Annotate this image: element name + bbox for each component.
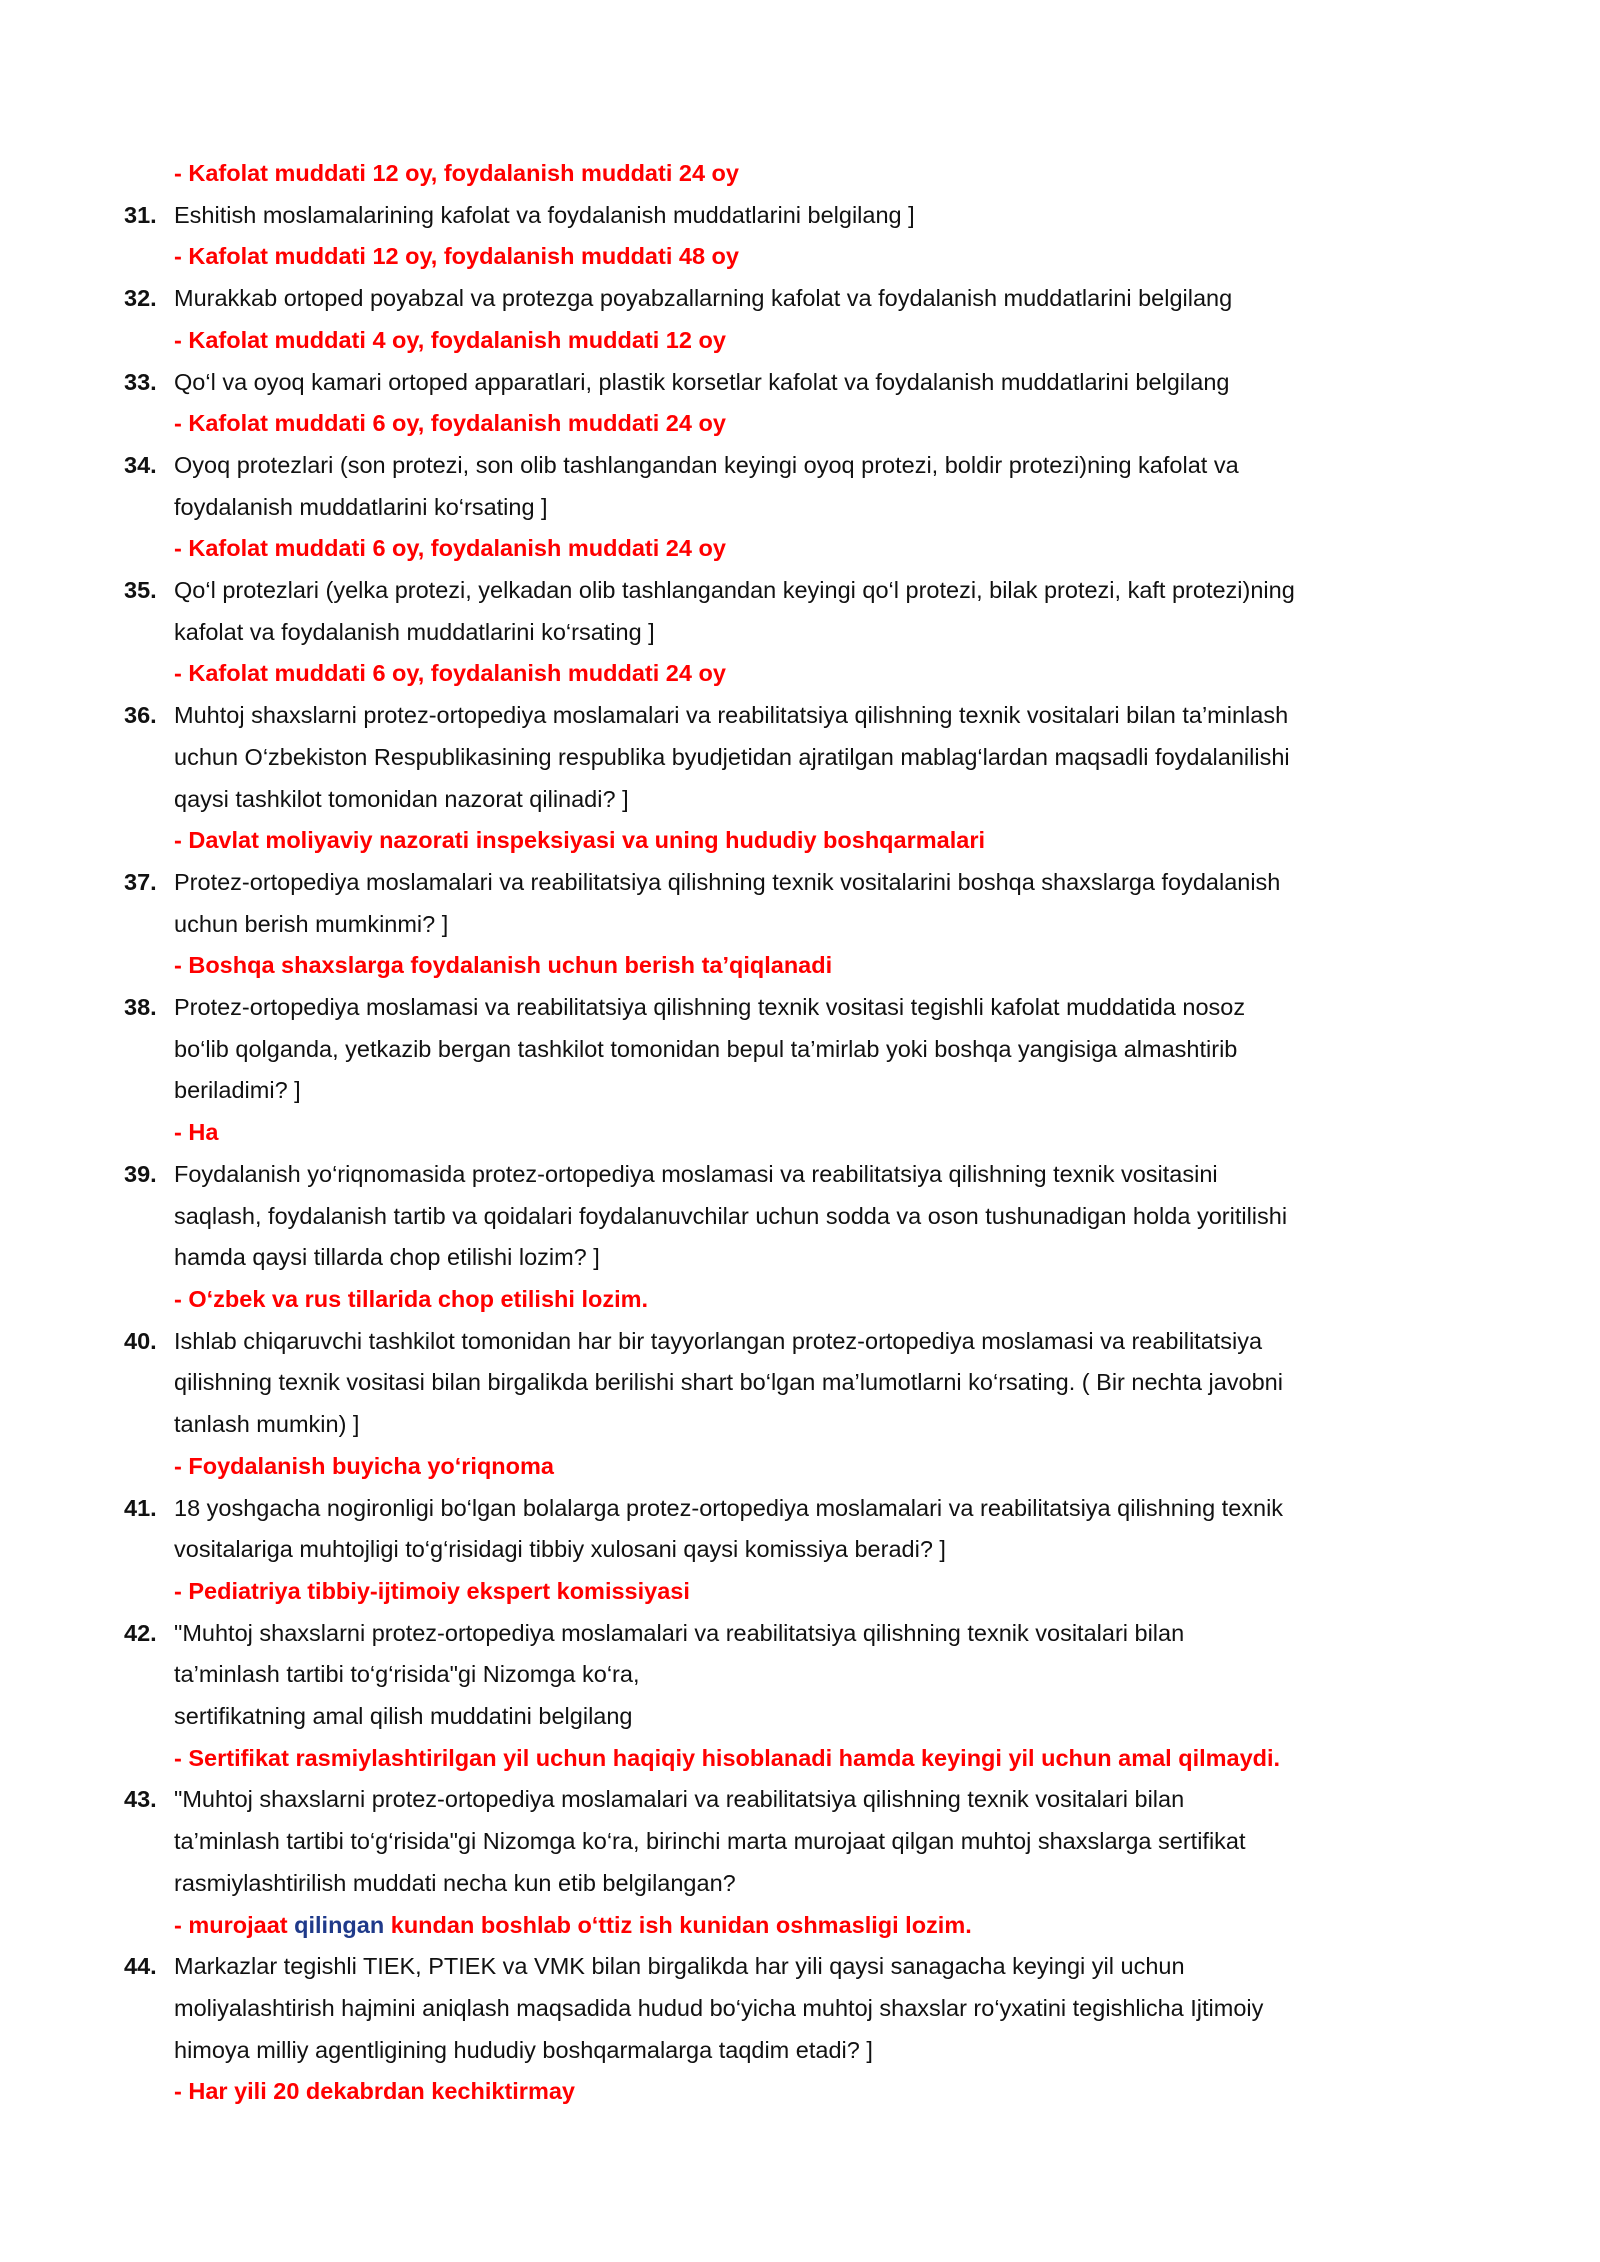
question-line: bo‘lib qolganda, yetkazib bergan tashkilot tomonidan bepul ta’mirlab yoki boshqa yangisiga almashtirib <box>174 1035 1238 1062</box>
question-line: Qo‘l protezlari (yelka protezi, yelkadan olib tashlangandan keyingi qo‘l protezi, bilak protezi, kaft protezi)ning <box>174 577 1295 604</box>
question-item <box>124 1488 1500 1571</box>
question-text <box>174 278 1500 320</box>
question-number: 32. <box>124 285 157 312</box>
question-number: 42. <box>124 1619 157 1646</box>
qa-list <box>124 153 1500 2113</box>
answer-text: - Davlat moliyaviy nazorati inspeksiyasi va uning hududiy boshqarmalari <box>174 827 985 854</box>
question-line: himoya milliy agentligining hududiy boshqarmalarga taqdim etadi? ] <box>174 2036 873 2063</box>
question-text <box>174 695 1500 820</box>
question-line: saqlash, foydalanish tartib va qoidalari foydalanuvchilar uchun sodda va oson tushunadigan holda yoritilishi <box>174 1202 1288 1229</box>
question-line: moliyalashtirish hajmini aniqlash maqsadida hudud bo‘yicha muhtoj shaxslar ro‘yxatini tegishlicha Ijtimoiy <box>174 1994 1264 2021</box>
question-line: tanlash mumkin) ] <box>174 1411 360 1438</box>
question-line: Ishlab chiqaruvchi tashkilot tomonidan har bir tayyorlangan protez-ortopediya moslamasi va reabilitatsiya <box>174 1327 1263 1354</box>
answer-text: - Kafolat muddati 12 oy, foydalanish muddati 48 oy <box>174 243 739 270</box>
question-text <box>174 445 1500 528</box>
answer-part-highlighted: qilingan <box>294 1911 385 1938</box>
answer-text: - Har yili 20 dekabrdan kechiktirmay <box>174 2078 575 2105</box>
question-item <box>124 987 1500 1112</box>
answer-text: - Kafolat muddati 4 oy, foydalanish muddati 12 oy <box>174 326 726 353</box>
question-text <box>174 1154 1500 1279</box>
question-item <box>124 1613 1500 1738</box>
question-text <box>174 195 1500 237</box>
answer-text: - Sertifikat rasmiylashtirilgan yil uchun haqiqiy hisoblanadi hamda keyingi yil uchun amal qilmaydi. <box>174 1744 1281 1771</box>
question-line: Murakkab ortoped poyabzal va protezga poyabzallarning kafolat va foydalanish muddatlarini belgilang <box>174 285 1233 312</box>
question-item <box>124 695 1500 820</box>
question-number: 35. <box>124 577 157 604</box>
question-line: uchun berish mumkinmi? ] <box>174 910 449 937</box>
question-number: 33. <box>124 368 157 395</box>
question-line: foydalanish muddatlarini ko‘rsating ] <box>174 493 548 520</box>
question-line: Foydalanish yo‘riqnomasida protez-ortopediya moslamasi va reabilitatsiya qilishning texnik vositasini <box>174 1160 1218 1187</box>
question-text <box>174 1946 1500 2071</box>
answer-text: - Ha <box>174 1119 219 1146</box>
question-item <box>124 278 1500 320</box>
question-line: ta’minlash tartibi to‘g‘risida"gi Nizomga ko‘ra, birinchi marta murojaat qilgan muhtoj shaxslarga sertifikat <box>174 1828 1246 1855</box>
answer-text: - Pediatriya tibbiy-ijtimoiy ekspert komissiyasi <box>174 1577 690 1604</box>
question-item <box>124 1779 1500 1904</box>
question-line: ta’minlash tartibi to‘g‘risida"gi Nizomga ko‘ra, <box>174 1661 640 1688</box>
answer-text: - O‘zbek va rus tillarida chop etilishi lozim. <box>174 1285 649 1312</box>
question-line: Muhtoj shaxslarni protez-ortopediya moslamalari va reabilitatsiya qilishning texnik vositalari bilan ta’minlash <box>174 702 1289 729</box>
question-line: "Muhtoj shaxslarni protez-ortopediya moslamalari va reabilitatsiya qilishning texnik vositalari bilan <box>174 1619 1185 1646</box>
question-line: sertifikatning amal qilish muddatini belgilang <box>174 1703 633 1730</box>
question-item <box>124 445 1500 528</box>
question-text <box>174 1488 1500 1571</box>
question-item <box>124 1321 1500 1446</box>
answer-text: - Foydalanish buyicha yo‘riqnoma <box>174 1452 554 1479</box>
question-item <box>124 862 1500 945</box>
question-number: 43. <box>124 1786 157 1813</box>
question-text <box>174 987 1500 1112</box>
question-line: beriladimi? ] <box>174 1077 301 1104</box>
question-number: 34. <box>124 451 157 478</box>
question-item <box>124 1946 1500 2071</box>
question-line: qaysi tashkilot tomonidan nazorat qilinadi? ] <box>174 785 629 812</box>
previous-answer: - Kafolat muddati 12 oy, foydalanish muddati 24 oy <box>174 160 739 186</box>
question-line: uchun O‘zbekiston Respublikasining respublika byudjetidan ajratilgan mablag‘lardan maqsadli foydalanilishi <box>174 743 1290 770</box>
question-number: 44. <box>124 1953 157 1980</box>
question-number: 38. <box>124 994 157 1021</box>
question-number: 36. <box>124 702 157 729</box>
answer-text: - Boshqa shaxslarga foydalanish uchun berish ta’qiqlanadi <box>174 952 833 979</box>
question-number: 39. <box>124 1160 157 1187</box>
question-text <box>174 570 1500 653</box>
question-line: rasmiylashtirilish muddati necha kun etib belgilangan? <box>174 1869 736 1896</box>
question-line: hamda qaysi tillarda chop etilishi lozim? ] <box>174 1244 600 1271</box>
question-text <box>174 862 1500 945</box>
answer-part: kundan boshlab o‘ttiz ish kunidan oshmasligi lozim. <box>384 1911 972 1938</box>
question-line: Eshitish moslamalarining kafolat va foydalanish muddatlarini belgilang ] <box>174 201 915 228</box>
question-line: Protez-ortopediya moslamasi va reabilitatsiya qilishning texnik vositasi tegishli kafolat muddatida nosoz <box>174 994 1246 1021</box>
question-line: Oyoq protezlari (son protezi, son olib tashlangandan keyingi oyoq protezi, boldir protezi)ning kafolat va <box>174 451 1239 478</box>
question-text <box>174 362 1500 404</box>
answer-text: - Kafolat muddati 6 oy, foydalanish muddati 24 oy <box>174 660 726 687</box>
question-number: 37. <box>124 868 157 895</box>
question-item <box>124 1154 1500 1279</box>
question-number: 40. <box>124 1327 157 1354</box>
question-number: 41. <box>124 1494 157 1521</box>
question-line: Markazlar tegishli TIEK, PTIEK va VMK bilan birgalikda har yili qaysi sanagacha keyingi yil uchun <box>174 1953 1185 1980</box>
answer-text <box>124 1905 1500 1947</box>
question-text <box>174 1613 1500 1738</box>
question-number: 31. <box>124 201 157 228</box>
question-line: Qo‘l va oyoq kamari ortoped apparatlari, plastik korsetlar kafolat va foydalanish muddatlarini belgilang <box>174 368 1230 395</box>
answer-part: - murojaat <box>174 1911 295 1938</box>
question-item <box>124 570 1500 653</box>
question-text <box>174 1779 1500 1904</box>
answer-text: - Kafolat muddati 6 oy, foydalanish muddati 24 oy <box>174 535 726 562</box>
question-item <box>124 362 1500 404</box>
answer-text: - Kafolat muddati 6 oy, foydalanish muddati 24 oy <box>174 410 726 437</box>
question-item <box>124 195 1500 237</box>
question-line: "Muhtoj shaxslarni protez-ortopediya moslamalari va reabilitatsiya qilishning texnik vositalari bilan <box>174 1786 1185 1813</box>
question-line: kafolat va foydalanish muddatlarini ko‘rsating ] <box>174 618 655 645</box>
question-line: Protez-ortopediya moslamalari va reabilitatsiya qilishning texnik vositalarini boshqa shaxslarga foydalanish <box>174 868 1281 895</box>
question-text <box>174 1321 1500 1446</box>
question-line: 18 yoshgacha nogironligi bo‘lgan bolalarga protez-ortopediya moslamalari va reabilitatsiya qilishning texnik <box>174 1494 1284 1521</box>
question-line: vositalariga muhtojligi to‘g‘risidagi tibbiy xulosani qaysi komissiya beradi? ] <box>174 1536 946 1563</box>
question-line: qilishning texnik vositasi bilan birgalikda berilishi shart bo‘lgan ma’lumotlarni ko‘rsating. ( Bir nechta javobni <box>174 1369 1283 1396</box>
